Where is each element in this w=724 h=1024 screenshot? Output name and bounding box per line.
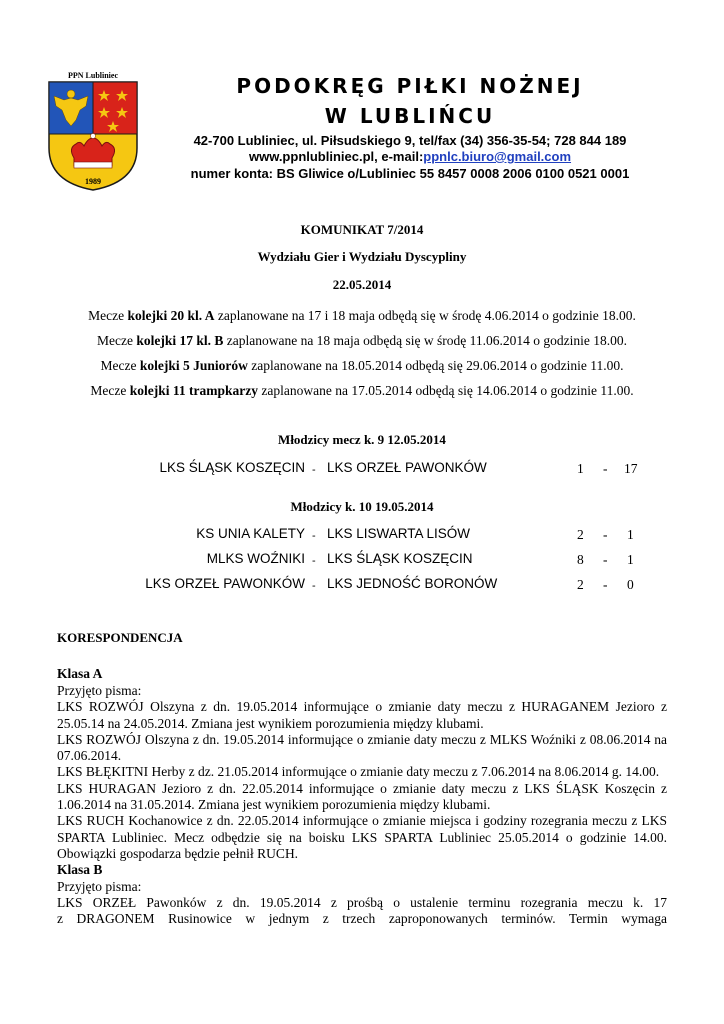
correspondence-item: z DRAGONEM Rusinowice w jednym z trzech zaproponowanych terminów. Termin wymaga <box>57 911 667 927</box>
score-home: 1 <box>577 461 584 476</box>
correspondence-item: LKS ROZWÓJ Olszyna z dn. 19.05.2014 informujące o zmianie daty meczu z HURAGANEM Jezioro z 25.05.14 na 24.05.2014. Zmiana jest wynikiem porozumienia między klubami. <box>57 699 667 731</box>
team-separator: - <box>312 580 316 592</box>
correspondence-item: LKS RUCH Kochanowice z dn. 22.05.2014 informujące o zmianie miejsca i godziny rozegrania meczu z LKS SPARTA Lubliniec. Mecz odbędzie się na boisku LKS SPARTA Lubliniec 25.05.2014 o godzinie 14.00. Obowiązki gospodarza będzie pełnił RUCH. <box>57 813 667 861</box>
results-title: Młodzicy mecz k. 9 12.05.2014 <box>278 432 446 447</box>
score-home: 8 <box>577 552 584 567</box>
crest-year: 1989 <box>85 177 101 186</box>
correspondence-item: LKS ROZWÓJ Olszyna z dn. 19.05.2014 informujące o zmianie daty meczu z MLKS Woźniki z 08.06.2014 na 07.06.2014. <box>57 731 667 764</box>
account-line: numer konta: BS Gliwice o/Lubliniec 55 8457 0008 2006 0100 0521 0001 <box>190 166 630 181</box>
crest-label: PPN Lubliniec <box>67 71 119 80</box>
correspondence-item: LKS BŁĘKITNI Herby z dz. 21.05.2014 informujące o zmianie daty meczu z 7.06.2014 na 8.06.2014 g. 14.00. <box>57 764 660 780</box>
score-away: 0 <box>627 577 634 592</box>
notice-number: KOMUNIKAT 7/2014 <box>300 222 424 237</box>
schedule-line: Mecze kolejki 17 kl. B zaplanowane na 18 maja odbędą się w środę 11.06.2014 o godzinie 18.00. <box>96 333 628 348</box>
team-separator: - <box>312 464 316 476</box>
address-line: 42-700 Lubliniec, ul. Piłsudskiego 9, tel/fax (34) 356-35-54; 728 844 189 <box>193 133 627 148</box>
notice-date: 22.05.2014 <box>332 277 392 292</box>
crest-logo <box>44 70 142 192</box>
team-separator: - <box>312 555 316 567</box>
score-away: 1 <box>627 552 634 567</box>
title-line1: PODOKRĘG PIŁKI NOŻNEJ <box>236 74 584 98</box>
correspondence-item: LKS ORZEŁ Pawonków z dn. 19.05.2014 z prośbą o ustalenie terminu rozegrania meczu k. 17 <box>57 894 667 910</box>
away-team: LKS JEDNOŚĆ BORONÓW <box>327 576 498 591</box>
title-line2: W LUBLIŃCU <box>324 104 496 128</box>
team-separator: - <box>312 530 316 542</box>
class-b-title: Klasa B <box>57 862 103 878</box>
home-team: LKS ŚLĄSK KOSZĘCIN <box>159 460 305 475</box>
score-separator: - <box>603 461 608 476</box>
score-separator: - <box>603 527 608 542</box>
score-home: 2 <box>577 577 584 592</box>
class-a-body <box>57 683 667 927</box>
schedule-line: Mecze kolejki 11 trampkarzy zaplanowane na 17.05.2014 odbędą się 14.06.2014 o godzinie 11.00. <box>90 383 634 398</box>
results-title: Młodzicy k. 10 19.05.2014 <box>290 499 434 514</box>
home-team: LKS ORZEŁ PAWONKÓW <box>145 576 305 591</box>
web-email-line <box>150 149 670 165</box>
score-separator: - <box>603 577 608 592</box>
correspondence-heading: KORESPONDENCJA <box>57 630 183 645</box>
score-home: 2 <box>577 527 584 542</box>
away-team: LKS ORZEŁ PAWONKÓW <box>327 460 487 475</box>
home-team: KS UNIA KALETY <box>196 526 305 541</box>
home-team: MLKS WOŹNIKI <box>206 551 305 566</box>
away-team: LKS ŚLĄSK KOSZĘCIN <box>327 551 473 566</box>
class-b-intro: Przyjęto pisma: <box>57 878 142 894</box>
score-away: 1 <box>627 527 634 542</box>
score-separator: - <box>603 552 608 567</box>
schedule-line: Mecze kolejki 5 Juniorów zaplanowane na 18.05.2014 odbędą się 29.06.2014 o godzinie 11.00. <box>100 358 624 373</box>
class-a-title: Klasa A <box>57 666 103 681</box>
schedule-line: Mecze kolejki 20 kl. A zaplanowane na 17 i 18 maja odbędą się w środę 4.06.2014 o godzinie 18.00. <box>88 308 636 323</box>
away-team: LKS LISWARTA LISÓW <box>327 526 471 541</box>
web-prefix: www.ppnlubliniec.pl, e-mail: <box>248 149 424 164</box>
class-a-intro: Przyjęto pisma: <box>57 683 142 698</box>
email-link[interactable]: ppnlc.biuro@gmail.com <box>423 149 572 164</box>
notice-department: Wydziału Gier i Wydziału Dyscypliny <box>257 249 467 264</box>
correspondence-item: LKS HURAGAN Jezioro z dn. 22.05.2014 informujące o zmianie daty meczu z LKS ŚLĄSK Koszęcin z 1.06.2014 na 31.05.2014. Zmiana jest wynikiem porozumienia między klubami. <box>57 780 667 813</box>
score-away: 17 <box>624 461 638 476</box>
